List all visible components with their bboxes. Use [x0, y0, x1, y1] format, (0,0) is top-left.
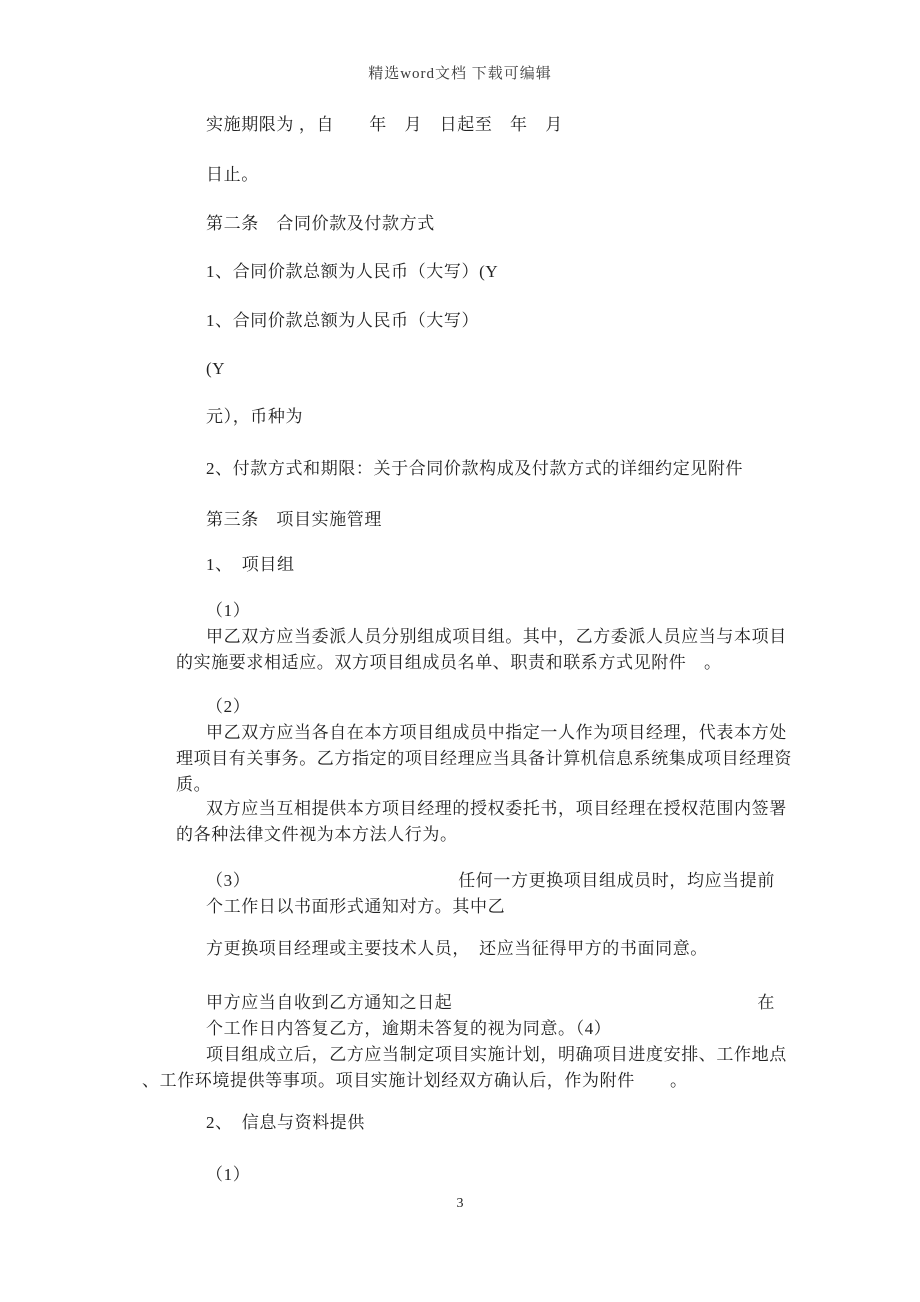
doc-line: 的实施要求相适应。双方项目组成员名单、职责和联系方式见附件 。: [176, 653, 722, 672]
doc-line: 个工作日内答复乙方，逾期未答复的视为同意。（4）: [206, 1019, 612, 1038]
doc-line: 个工作日以书面形式通知对方。其中乙: [206, 897, 506, 916]
doc-line: [142, 990, 775, 1016]
doc-line-clause-3-heading: 第三条 项目实施管理: [206, 510, 382, 529]
doc-line: 1、 项目组: [206, 555, 295, 574]
doc-line: 、工作环境提供等事项。项目实施计划经双方确认后，作为附件 。: [142, 1071, 688, 1090]
watermark-header: 精选word文档 下载可编辑: [368, 66, 552, 82]
doc-line-clause-2-heading: 第二条 合同价款及付款方式: [206, 214, 435, 233]
doc-line: （1）: [206, 601, 251, 620]
doc-line-left: （3）: [206, 871, 251, 890]
doc-line: 2、付款方式和期限：关于合同价款构成及付款方式的详细约定见附件: [206, 459, 744, 478]
doc-line: 甲乙双方应当各自在本方项目组成员中指定一人作为项目经理，代表本方处: [206, 723, 787, 742]
doc-line: 方更换项目经理或主要技术人员， 还应当征得甲方的书面同意。: [206, 939, 708, 958]
doc-line: [142, 868, 775, 894]
doc-line: 1、合同价款总额为人民币（大写）(Y: [206, 262, 499, 281]
doc-line: 的各种法律文件视为本方法人行为。: [176, 825, 458, 844]
doc-line-right: 任何一方更换项目组成员时，均应当提前: [458, 871, 775, 890]
doc-line: （2）: [206, 697, 251, 716]
doc-line: 2、 信息与资料提供: [206, 1113, 365, 1132]
doc-line: 日止。: [206, 165, 259, 184]
doc-line: 双方应当互相提供本方项目经理的授权委托书，项目经理在授权范围内签署: [206, 799, 787, 818]
doc-line: 理项目有关事务。乙方指定的项目经理应当具备计算机信息系统集成项目经理资: [176, 749, 792, 768]
doc-line: 质。: [176, 775, 212, 794]
page-number: 3: [456, 1196, 464, 1211]
doc-line: 1、合同价款总额为人民币（大写）: [206, 311, 480, 330]
doc-line: (Y: [206, 359, 226, 378]
doc-line-left: 甲方应当自收到乙方通知之日起: [206, 993, 453, 1012]
doc-line-right: 在: [757, 993, 775, 1012]
doc-line: 实施期限为 ，自 年 月 日起至 年 月: [206, 115, 563, 134]
doc-line: （1）: [206, 1165, 251, 1184]
doc-line: 项目组成立后，乙方应当制定项目实施计划，明确项目进度安排、工作地点: [206, 1045, 787, 1064]
doc-line: 元），币种为: [206, 407, 304, 426]
doc-line: 甲乙双方应当委派人员分别组成项目组。其中，乙方委派人员应当与本项目: [206, 627, 787, 646]
